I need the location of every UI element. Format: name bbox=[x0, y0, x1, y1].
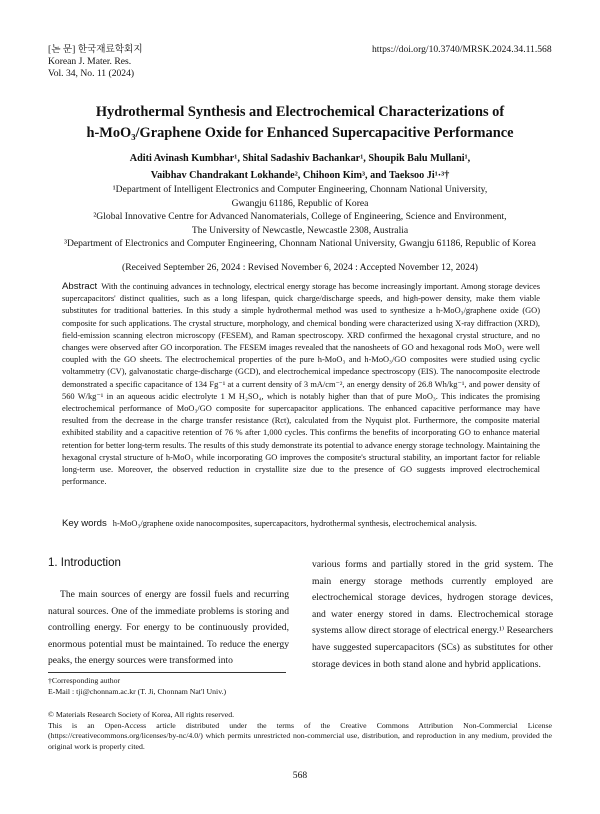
paper-title bbox=[40, 102, 560, 144]
intro-column-right: various forms and partially stored in the grid system. The main energy storage methods currently employed are electrochemical storage devices, hydrogen storage devices, and water energy stored in dams. Electrochemical storage systems allow direct storage of electrical energy.¹⁾ Researchers have suggested supercapacitors (SCs) as substitutes for other storage devices in both stand alone and hybrid applications. bbox=[312, 559, 553, 670]
keywords bbox=[62, 518, 540, 529]
affiliations bbox=[40, 183, 560, 251]
affiliation-line: ³Department of Electronics and Computer Engineering, Chonnam National University, Gwangju 61186, Republic of Korea bbox=[64, 238, 536, 249]
journal-english-name: Korean J. Mater. Res. bbox=[48, 56, 132, 67]
footnote bbox=[48, 676, 226, 697]
authors-line-2: Vaibhav Chandrakant Lokhande², Chihoon Kim³, and Taeksoo Ji¹·³† bbox=[150, 170, 450, 181]
received-dates: (Received September 26, 2024 : Revised November 6, 2024 : Accepted November 12, 2024) bbox=[122, 262, 478, 273]
corresponding-author-note: †Corresponding author bbox=[48, 676, 121, 685]
journal-korean-name: [논 문] 한국재료학회지 bbox=[48, 44, 143, 55]
journal-header bbox=[48, 44, 143, 80]
authors-line-1: Aditi Avinash Kumbhar¹, Shital Sadashiv Bachankar¹, Shoupik Balu Mullani¹, bbox=[129, 153, 471, 164]
title-line-1: Hydrothermal Synthesis and Electrochemical Characterizations of bbox=[95, 104, 505, 120]
keywords-label: Key words bbox=[62, 518, 107, 529]
page-number: 568 bbox=[292, 770, 308, 781]
license-text: This is an Open-Access article distributed under the terms of the Creative Commons Attribution Non-Commercial License (https://creativecommons.org/licenses/by-nc/4.0/) which permits unrestricted non-commercial use, distribution, and reproduction in any medium, provided the original work is properly cited. bbox=[48, 720, 552, 751]
section-heading-introduction: 1. Introduction bbox=[48, 557, 121, 569]
abstract bbox=[62, 281, 540, 488]
keywords-text: h-MoO₃/graphene oxide nanocomposites, supercapacitors, hydrothermal synthesis, electrochemical analysis. bbox=[112, 519, 477, 528]
intro-column-left: The main sources of energy are fossil fuels and recurring natural sources. One of the immediate problems is storing and controlling energy. For energy to be continuously provided, enormous potential must be maintained. To reduce the energy peaks, the energy sources were transformed into bbox=[48, 589, 289, 667]
abstract-text: With the continuing advances in technology, electrical energy storage has become increasingly important. Among storage devices supercapacitors' distinct qualities, such as a long lifespan, quick charge/discharge speeds, and high-power density, make them viable substitutes for traditional batteries. In this study a simple hydrothermal method was used to synthesize a h-MoO₃/graphene oxide (GO) composite for such applications. The crystal structure, morphology, and chemical bonding were characterized using X-ray diffraction (XRD), field-emission scanning electron microscopy (FESEM), and Raman spectroscopy. XRD confirmed the hexagonal crystal structure, and no changes were observed after GO incorporation. The FESEM images revealed that the nanosheets of GO and hexagonal rods MoO₃ were well coupled with the GO sheets. The electrochemical properties of the pure h-MoO₃ and h-MoO₃/GO composites were studied using cyclic voltammetry (CV), galvanostatic charge-discharge (GCD), and electrochemical impedance spectroscopy (EIS). The nanocomposite electrode demonstrated a specific capacitance of 134 Fg⁻¹ at a current density of 3 mA/cm⁻², an energy density of 26.8 Wh/kg⁻¹, and power density of 560 W/kg⁻¹ in an aqueous acidic electrolyte 1 M H₂SO₄, which is notably higher than that of pure MoO₃. This indicates the promising electrochemical performance of MoO₃/GO composite for supercapacitor applications. The enhanced capacitive performance may have resulted from the decrease in the charge transfer resistance (Rct), calculated from the Nyquist plot. Furthermore, the composite material exhibited stability and a capacitive retention of 76 % after 1,000 cycles. This confirms the benefits of incorporating GO to enhance material retention for better long-term results. The results of this study demonstrate its potential to advance energy storage technology. Maintaining the hexagonal crystal structure of h-MoO₃ while incorporating GO improves the composite's structural stability, an important factor for reliable long-term use. Moreover, the observed reduction in crystallite size due to the presence of GO suggests improved electrochemical performance. bbox=[62, 282, 540, 487]
affiliation-line: ¹Department of Intelligent Electronics and Computer Engineering, Chonnam National University, bbox=[112, 184, 488, 195]
copyright-line: © Materials Research Society of Korea, All rights reserved. bbox=[48, 710, 235, 719]
corresponding-email: E-Mail : tji@chonnam.ac.kr (T. Ji, Chonnam Nat'l Univ.) bbox=[48, 686, 227, 696]
license-block bbox=[48, 710, 552, 752]
title-line-2: h-MoO₃/Graphene Oxide for Enhanced Supercapacitive Performance bbox=[86, 125, 514, 141]
affiliation-line: Gwangju 61186, Republic of Korea bbox=[231, 197, 369, 209]
volume-info: Vol. 34, No. 11 (2024) bbox=[48, 68, 135, 79]
footnote-divider bbox=[48, 672, 286, 673]
affiliation-line: The University of Newcastle, Newcastle 2308, Australia bbox=[191, 224, 409, 236]
doi-link[interactable]: https://doi.org/10.3740/MRSK.2024.34.11.568 bbox=[372, 44, 552, 55]
affiliation-line: ²Global Innovative Centre for Advanced Nanomaterials, College of Engineering, Science and Environment, bbox=[93, 211, 507, 222]
abstract-label: Abstract bbox=[62, 281, 98, 292]
author-list bbox=[40, 150, 560, 184]
